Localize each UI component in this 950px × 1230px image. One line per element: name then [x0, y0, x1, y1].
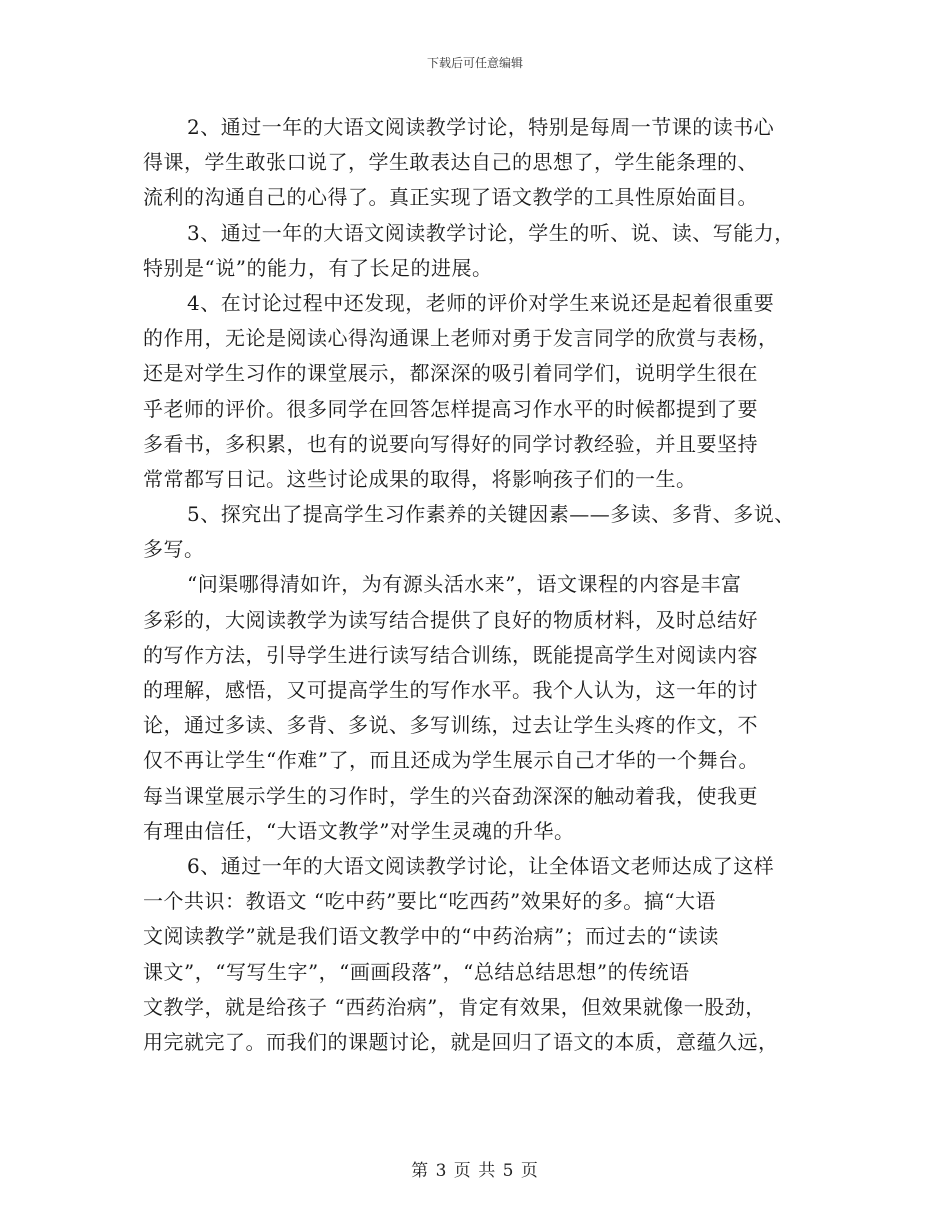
text-line: 有理由信任，“大语文教学”对学生灵魂的升华。	[143, 818, 575, 843]
text-line: 论，通过多读、多背、多说、多写训练，过去让学生头疼的作文，不	[143, 713, 758, 738]
text-line: 一个共识：教语文 “吃中药”要比“吃西药”效果好的多。搞“大语	[143, 889, 716, 914]
text-line: 5、探究出了提高学生习作素养的关键因素——多读、多背、多说、	[187, 502, 795, 527]
text-line: 6、通过一年的大语文阅读教学讨论，让全体语文老师达成了这样	[187, 853, 775, 878]
text-line: 文教学，就是给孩子 “西药治病”，肯定有效果，但效果就像一股劲，	[143, 994, 766, 1019]
text-line: 乎老师的评价。很多同学在回答怎样提高习作水平的时候都提到了要	[143, 396, 758, 421]
paragraph-2	[143, 110, 843, 216]
text-line: “问渠哪得清如许，为有源头活水来”，语文课程的内容是丰富	[187, 572, 742, 597]
text-line: 文阅读教学”就是我们语文教学中的“中药治病”；而过去的“读读	[143, 924, 719, 949]
paragraph-3	[143, 216, 843, 286]
text-line: 4、在讨论过程中还发现，老师的评价对学生来说还是起着很重要	[187, 290, 775, 315]
text-line: 3、通过一年的大语文阅读教学讨论，学生的听、说、读、写能力，	[187, 220, 795, 245]
paragraph-6	[143, 849, 843, 1060]
text-line: 每当课堂展示学生的习作时，学生的兴奋劲深深的触动着我，使我更	[143, 783, 758, 808]
text-line: 用完就完了。而我们的课题讨论，就是回归了语文的本质，意蕴久远，	[143, 1029, 779, 1054]
paragraph-5	[143, 497, 843, 567]
text-line: 仅不再让学生“作难”了，而且还成为学生展示自己才华的一个舞台。	[143, 748, 759, 773]
text-line: 的作用，无论是阅读心得沟通课上老师对勇于发言同学的欣赏与表杨，	[143, 326, 779, 351]
text-line: 2、通过一年的大语文阅读教学讨论，特别是每周一节课的读书心	[187, 115, 775, 139]
paragraph-quote	[143, 567, 843, 849]
paragraph-4	[143, 286, 843, 497]
text-line: 的理解，感悟，又可提高学生的写作水平。我个人认为，这一年的讨	[143, 678, 758, 702]
text-line: 多彩的，大阅读教学为读写结合提供了良好的物质材料，及时总结好	[143, 607, 758, 632]
text-line: 课文”，“写写生字”，“画画段落”，“总结总结思想”的传统语	[143, 959, 690, 984]
page-header: 下载后可任意编辑	[426, 56, 523, 70]
document-body	[143, 110, 843, 1060]
text-line: 得课，学生敢张口说了，学生敢表达自己的思想了，学生能条理的、	[143, 150, 758, 175]
text-line: 的写作方法，引导学生进行读写结合训练，既能提高学生对阅读内容	[143, 642, 758, 667]
text-line: 常常都写日记。这些讨论成果的取得，将影响孩子们的一生。	[143, 466, 697, 491]
text-line: 特别是“说”的能力，有了长足的进展。	[143, 255, 493, 280]
page-footer: 第 3 页 共 5 页	[411, 1161, 539, 1181]
text-line: 还是对学生习作的课堂展示，都深深的吸引着同学们，说明学生很在	[143, 361, 758, 386]
text-line: 多看书，多积累，也有的说要向写得好的同学讨教经验，并且要坚持	[143, 431, 758, 456]
text-line: 流利的沟通自己的心得了。真正实现了语文教学的工具性原始面目。	[143, 185, 758, 210]
text-line: 多写。	[143, 537, 205, 562]
